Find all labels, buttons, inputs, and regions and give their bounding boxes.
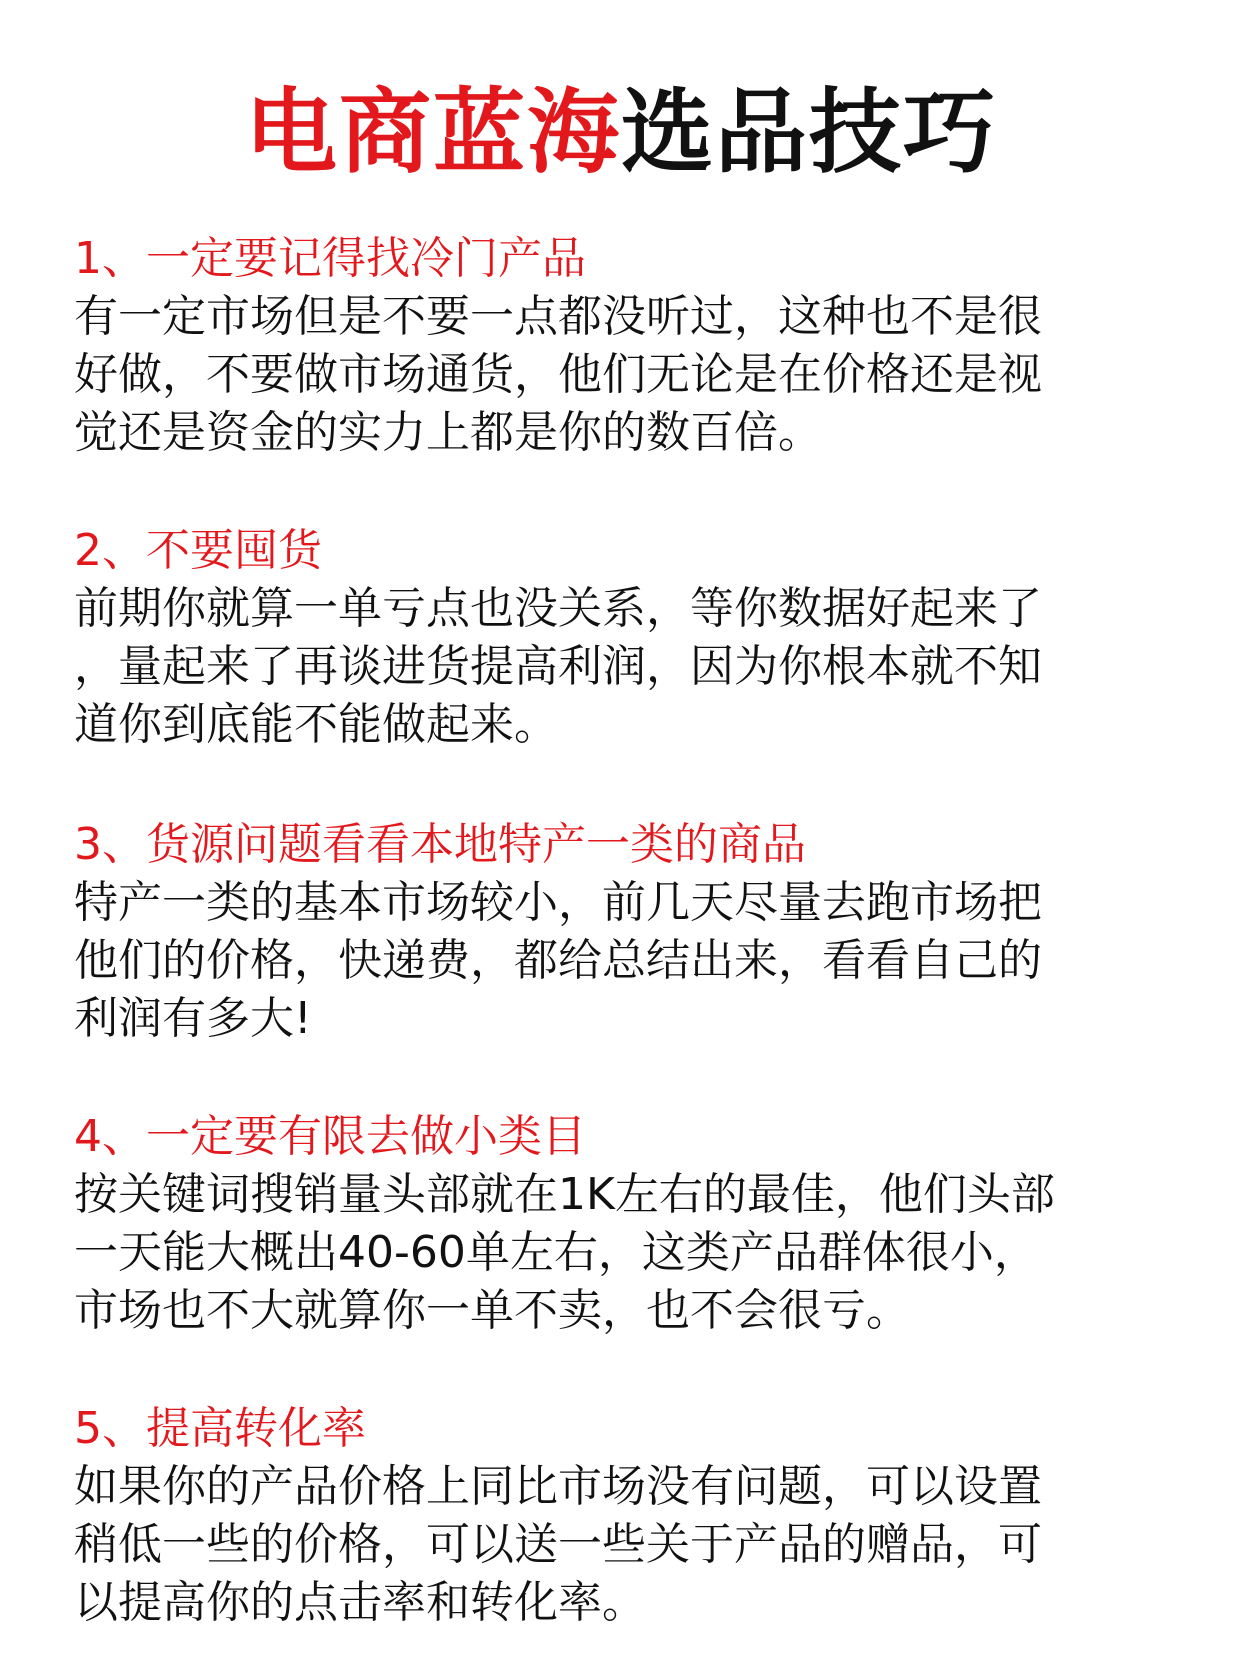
tip-heading: 5、提高转化率 [74,1403,366,1454]
tip-body-line: 觉还是资金的实力上都是你的数百倍。 [74,407,822,458]
tip-body [74,874,1174,1048]
tip-section-3 [74,816,1174,1048]
tip-section-1 [74,230,1174,462]
tip-body-line: 特产一类的基本市场较小，前几天尽量去跑市场把 [74,877,1042,928]
tip-body-line: 按关键词搜销量头部就在1K左右的最佳，他们头部 [74,1169,1055,1220]
tip-section-5 [74,1400,1174,1632]
tip-body-line: 道你到底能不能做起来。 [74,699,558,750]
tip-body-line: 他们的价格，快递费，都给总结出来，看看自己的 [74,935,1042,986]
tip-heading: 1、一定要记得找冷门产品 [74,233,586,284]
tip-body-line: 如果你的产品价格上同比市场没有问题，可以设置 [74,1461,1042,1512]
tip-body [74,1166,1174,1340]
tip-body-line: 一天能大概出40-60单左右，这类产品群体很小， [74,1227,1038,1278]
page-title [0,78,1242,188]
tip-body [74,288,1174,462]
page-title-red: 电商蓝海 [244,79,621,186]
tip-section-4 [74,1108,1174,1340]
page-title-black: 选品技巧 [621,79,998,186]
tip-body [74,580,1174,754]
tip-body-line: 以提高你的点击率和转化率。 [74,1577,646,1628]
tip-body-line: 利润有多大! [74,993,312,1044]
tip-body-line: 有一定市场但是不要一点都没听过，这种也不是很 [74,291,1042,342]
tip-heading: 2、不要囤货 [74,525,322,576]
tip-section-2 [74,522,1174,754]
tip-body-line: ，量起来了再谈进货提高利润，因为你根本就不知 [74,641,1042,692]
tip-heading: 4、一定要有限去做小类目 [74,1111,586,1162]
tip-body-line: 好做，不要做市场通货，他们无论是在价格还是视 [74,349,1042,400]
tip-body-line: 稍低一些的价格，可以送一些关于产品的赠品，可 [74,1519,1042,1570]
tip-body-line: 前期你就算一单亏点也没关系，等你数据好起来了 [74,583,1042,634]
tip-heading: 3、货源问题看看本地特产一类的商品 [74,819,806,870]
tip-body [74,1458,1174,1632]
tip-body-line: 市场也不大就算你一单不卖，也不会很亏。 [74,1285,910,1336]
